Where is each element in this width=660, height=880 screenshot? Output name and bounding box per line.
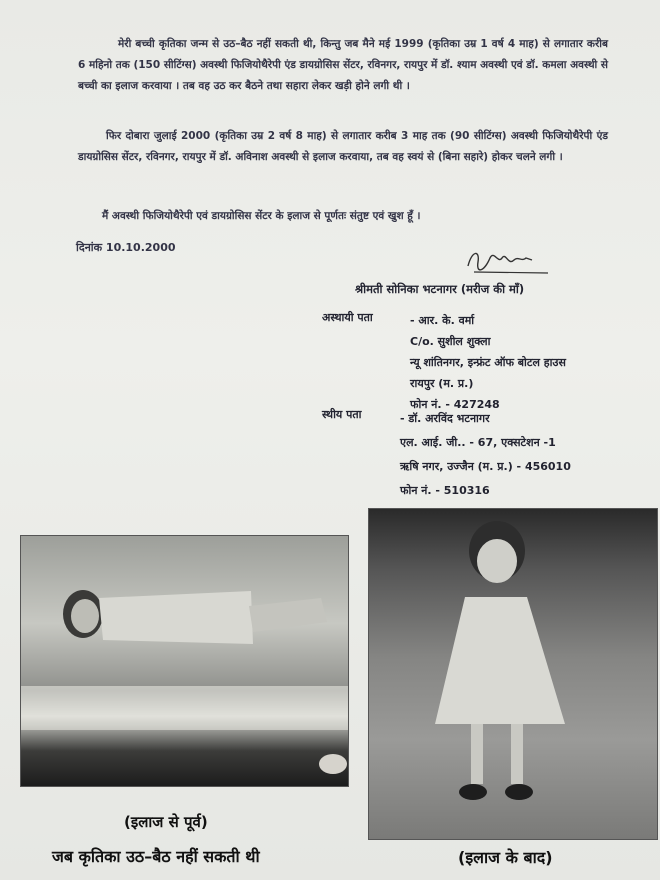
- photo-after-treatment: [368, 508, 658, 840]
- address-line: - डॉ. अरविंद भटनागर: [400, 412, 490, 425]
- address-line: एल. आई. जी.. - 67, एक्सटेशन -1: [400, 436, 556, 449]
- permanent-address-label: स्थीय पता: [322, 408, 362, 421]
- paragraph-1: मेरी बच्ची कृतिका जन्म से उठ–बैठ नहीं सकती थी, किन्तु जब मैने मई 1999 (कृतिका उम्र 1 वर्ष 4 माह) से लगातार करीब 6 महिनो तक (150 सीटिंग्स) अवस्थी फिजियोथैरेपी एंड डायग्रोसिस सेंटर, रविनगर, रायपुर में डॉ. श्याम अवस्थी एवं डॉ. कमला अवस्थी से बच्ची का इलाज करवाया । तब वह उठ कर बैठने तथा सहारा लेकर खड़ी होने लगी थी ।: [78, 38, 609, 92]
- letter-date: दिनांक 10.10.2000: [76, 241, 176, 254]
- handwritten-signature: [462, 244, 550, 278]
- address-line: फोन नं. - 427248: [410, 398, 500, 411]
- permanent-address: [400, 407, 571, 503]
- caption-after: (इलाज के बाद): [458, 848, 553, 867]
- paragraph-3: मैं अवस्थी फिजियोथैरेपी एवं डायग्रोसिस सेंटर के इलाज से पूर्णतः संतुष्ट एवं खुश हूँ ।: [102, 210, 421, 222]
- photo-before-treatment: [20, 535, 349, 787]
- address-line: C/o. सुशील शुक्ला: [410, 335, 491, 348]
- caption-before: (इलाज से पूर्व): [124, 813, 208, 831]
- temporary-address: [410, 310, 566, 415]
- address-line: रायपुर (म. प्र.): [410, 377, 474, 390]
- address-line: फोन नं. - 510316: [400, 484, 490, 497]
- caption-before-subtitle: जब कृतिका उठ–बैठ नहीं सकती थी: [52, 847, 260, 866]
- signer-name: श्रीमती सोनिका भटनागर (मरीज की माँ): [355, 282, 525, 296]
- address-line: न्यू शांतिनगर, इन्फ्रंट ऑफ बोटल हाउस: [410, 356, 566, 369]
- address-line: - आर. के. वर्मा: [410, 314, 475, 327]
- paragraph-2: फिर दोबारा जुलाई 2000 (कृतिका उम्र 2 वर्ष 8 माह) से लगातार करीब 3 माह तक (90 सीटिंग्स) अवस्थी फिजियोथैरेपी एंड डायग्रोसिस सेंटर, रविनगर, रायपुर में डॉ. अविनाश अवस्थी से इलाज करवाया, तब वह स्वयं से (बिना सहारे) होकर चलने लगी ।: [78, 130, 608, 163]
- temporary-address-label: अस्थायी पता: [322, 311, 373, 324]
- address-line: ऋषि नगर, उज्जैन (म. प्र.) - 456010: [400, 460, 571, 473]
